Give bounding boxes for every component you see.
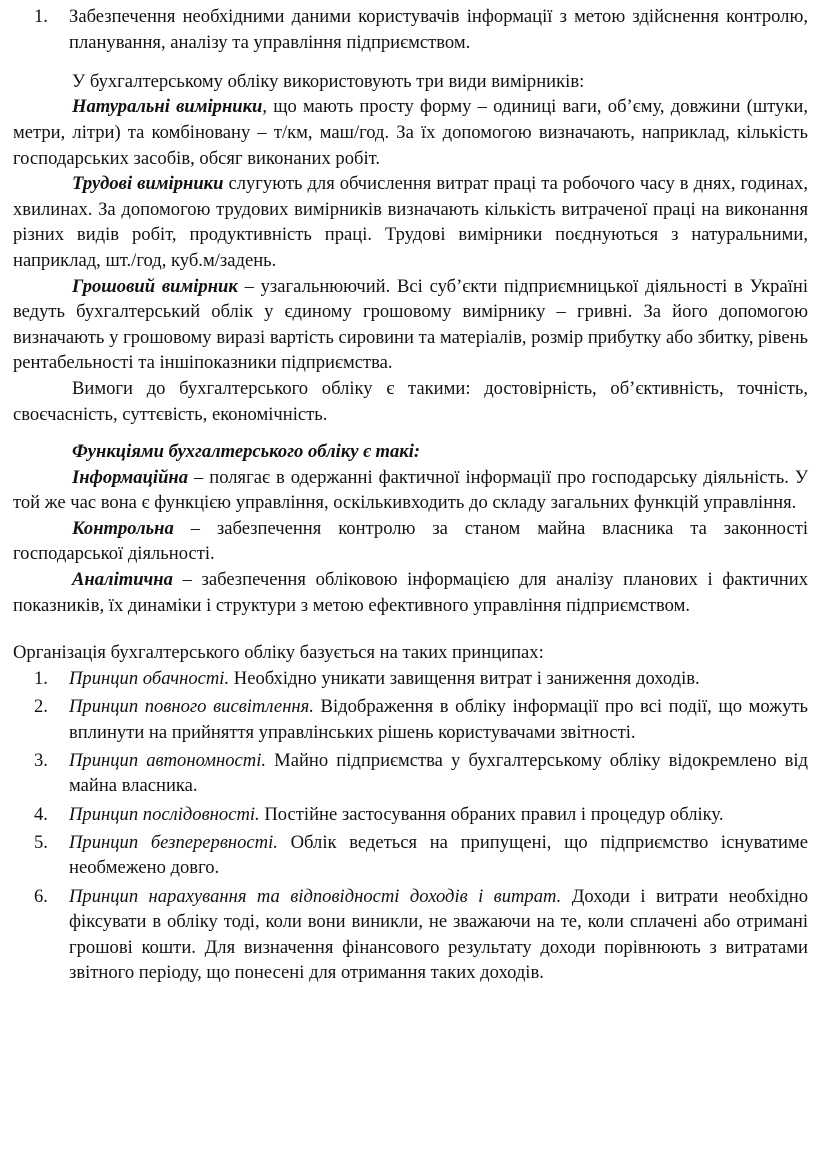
principle-item: [13, 748, 808, 799]
control-function-paragraph: [13, 516, 808, 567]
analytical-function-text: – забезпечення обліковою інформацією для аналізу планових і фактичних показників, їх динаміки і структури з метою ефективного управління підприємством.: [13, 569, 808, 616]
principle-text: Майно підприємства у бухгалтерському обліку відокремлено від майна власника.: [69, 749, 809, 797]
top-numbered-list: [13, 4, 808, 55]
principle-number: 5.: [34, 831, 48, 853]
money-measure-text: – узагальнюючий. Всі суб’єкти підприємницької діяльності в Україні ведуть бухгалтерський облік у єдиному грошовому вимірнику – гривні. За його допомогою визначають у грошовому виразі вартість сировини та матеріалів, розмір прибутку або збитку, рівень рентабельності та іншіпоказники підприємства.: [13, 275, 808, 374]
informational-function-paragraph: [13, 465, 808, 516]
principle-text: Облік ведеться на припущені, що підприємство існуватиме необмежено довго.: [69, 831, 808, 879]
principle-item: [13, 802, 808, 828]
principle-term: Принцип повного висвітлення.: [69, 696, 314, 718]
measures-intro: У бухгалтерському обліку використовують три види вимірників:: [72, 70, 585, 92]
principle-item: [13, 694, 808, 745]
principle-item: [13, 830, 808, 881]
labor-measures-paragraph: [13, 171, 808, 273]
list-item: [13, 4, 808, 55]
natural-measures-paragraph: [13, 94, 808, 171]
principle-number: 3.: [34, 749, 48, 771]
labor-measures-term: Трудові вимірники: [72, 173, 224, 195]
principle-number: 4.: [34, 803, 48, 825]
requirements-paragraph: Вимоги до бухгалтерського обліку є такими: достовірність, об’єктивність, точність, своєчасність, суттєвість, економічність.: [13, 377, 808, 425]
analytical-function-paragraph: [13, 567, 808, 618]
principle-text: Доходи і витрати необхідно фіксувати в обліку тоді, коли вони виникли, не зважаючи на те, коли сплачені або отримані грошові кошти. Для визначення фінансового результату доходи порівнюють з витратами звітного періоду, що понесені для отримання таких доходів.: [69, 885, 808, 984]
control-function-text: – забезпечення контролю за станом майна власника та законності господарської діяльності.: [13, 517, 808, 565]
informational-function-term: Інформаційна: [72, 466, 189, 488]
principle-item: [13, 666, 808, 692]
principle-number: 2.: [34, 696, 48, 718]
labor-measures-text: слугують для обчислення витрат праці та робочого часу в днях, годинах, хвилинах. За допомогою трудових вимірників визначають кількість витраченої праці на виконання різних видів робіт, продуктивність праці. Трудові вимірники поєднуються з натуральними, наприклад, шт./год, куб.м/задень.: [13, 173, 808, 271]
principle-number: 6.: [34, 885, 48, 907]
principle-number: 1.: [34, 667, 48, 689]
money-measure-term: Грошовий вимірник: [72, 275, 238, 297]
principles-intro: Організація бухгалтерського обліку базується на таких принципах:: [13, 642, 544, 664]
principle-term: Принцип обачності.: [69, 667, 230, 689]
principle-text: Відображення в обліку інформації про всі події, що можуть вплинути на прийняття управлінських рішень користувачами звітності.: [69, 696, 808, 743]
principle-term: Принцип автономності.: [69, 749, 267, 771]
principle-term: Принцип нарахування та відповідності доходів і витрат.: [69, 885, 562, 907]
principle-text: Постійне застосування обраних правил і процедур обліку.: [259, 803, 724, 825]
functions-heading: Функціями бухгалтерського обліку є такі:: [72, 441, 421, 463]
list-item-text: Забезпечення необхідними даними користувачів інформації з метою здійснення контролю, планування, аналізу та управління підприємством.: [69, 6, 808, 53]
principle-item: [13, 884, 808, 986]
natural-measures-text: , що мають просту форму – одиниці ваги, об’єму, довжини (штуки, метри, літри) та комбіновану – т/км, маш/год. За їх допомогою визначають, наприклад, кількість господарських засобів, обсяг виконаних робіт.: [13, 96, 808, 169]
document-page: [13, 4, 808, 989]
principle-term: Принцип безперервності.: [69, 831, 278, 853]
analytical-function-term: Аналітична: [72, 569, 173, 591]
money-measure-paragraph: [13, 274, 808, 376]
control-function-term: Контрольна: [72, 517, 174, 539]
principle-term: Принцип послідовності.: [69, 803, 260, 825]
natural-measures-term: Натуральні вимірники: [72, 96, 263, 118]
list-item-number: 1.: [34, 6, 48, 27]
principles-list: [13, 666, 808, 986]
informational-function-text: – полягає в одержанні фактичної інформації про господарську діяльність. У той же час вона є функцією управління, оскількивходить до складу загальних функцій управління.: [13, 466, 808, 514]
principle-text: Необхідно уникати завищення витрат і заниження доходів.: [229, 667, 700, 689]
